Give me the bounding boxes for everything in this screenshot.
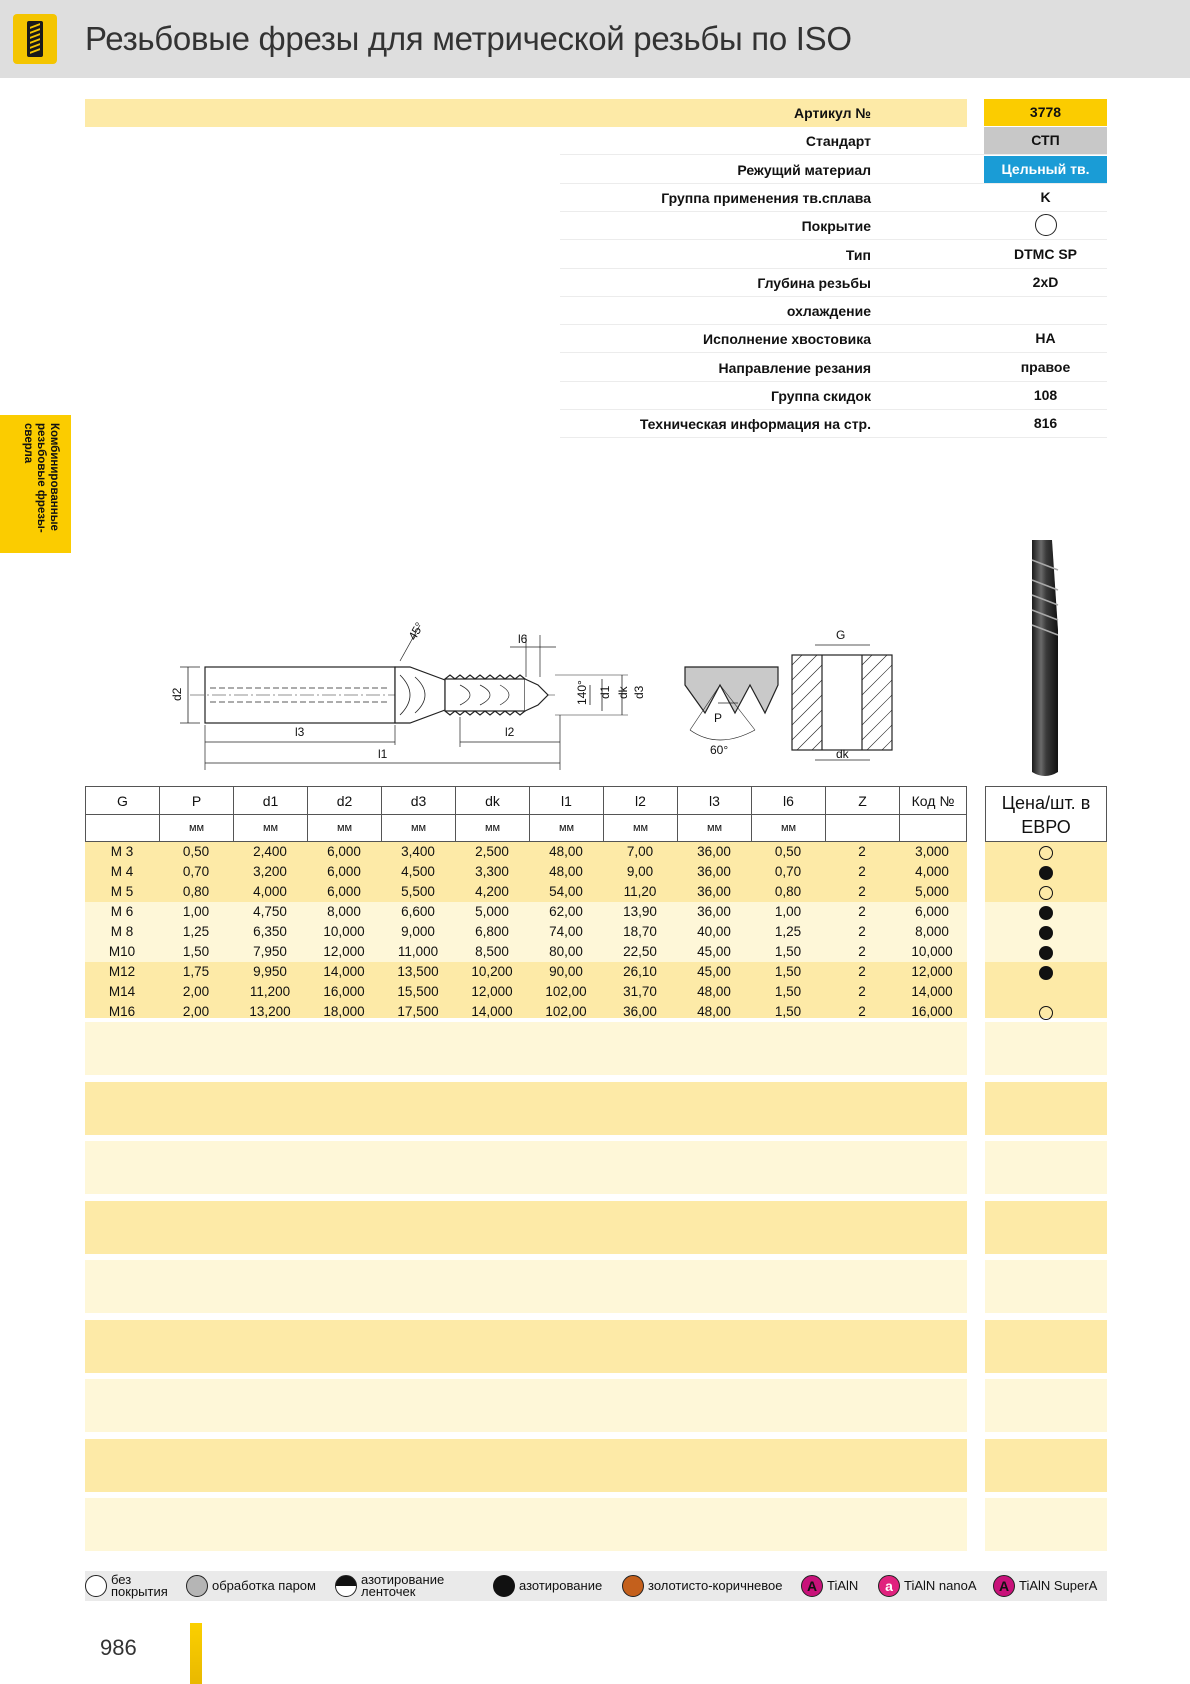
nitride-icon	[493, 1575, 515, 1597]
table-cell: 3,400	[401, 844, 435, 859]
label-45: 45°	[405, 619, 427, 643]
table-row[interactable]	[85, 882, 967, 902]
table-row[interactable]	[85, 982, 967, 1002]
table-cell: 2	[858, 944, 866, 959]
spec-label: Тип	[845, 246, 871, 263]
table-cell: 11,20	[623, 884, 657, 899]
label-G: G	[836, 628, 846, 642]
column-header: l1	[530, 787, 604, 815]
table-cell: 36,00	[697, 864, 731, 879]
table-cell: M 8	[110, 924, 134, 939]
tialn-super-icon: A	[993, 1575, 1015, 1597]
table-row[interactable]	[85, 902, 967, 922]
table-row[interactable]	[85, 922, 967, 942]
table-cell: 9,950	[253, 964, 287, 979]
availability-cell	[985, 842, 1107, 862]
availability-cell	[985, 1002, 1107, 1022]
row-group-band	[85, 1498, 967, 1551]
unit-cell: мм	[308, 815, 382, 842]
stock-open-dot-icon	[1039, 846, 1053, 860]
table-row[interactable]	[85, 1002, 967, 1022]
table-cell: 22,50	[623, 944, 657, 959]
tool-photo	[1010, 540, 1080, 780]
table-cell: 8,000	[915, 924, 949, 939]
spec-row	[560, 241, 1107, 269]
availability-cell	[985, 882, 1107, 902]
table-cell: M 5	[110, 884, 134, 899]
steam-treatment-icon	[186, 1575, 208, 1597]
table-cell: 2	[858, 904, 866, 919]
spec-label: Глубина резьбы	[757, 274, 871, 291]
spec-label: Артикул №	[794, 105, 871, 121]
table-cell: 13,200	[249, 1004, 291, 1019]
unit-cell: мм	[604, 815, 678, 842]
spec-row	[560, 410, 1107, 438]
legend-steam: обработка паром	[186, 1571, 316, 1601]
column-header: d3	[382, 787, 456, 815]
table-cell: 2	[858, 964, 866, 979]
spec-row	[560, 382, 1107, 410]
table-cell: 1,50	[774, 1004, 802, 1019]
unit-cell: мм	[678, 815, 752, 842]
table-cell: 13,90	[623, 904, 657, 919]
price-group-band	[985, 1082, 1107, 1135]
tool-dimension-drawing	[160, 605, 1060, 770]
column-header: d1	[234, 787, 308, 815]
row-group-band	[85, 1201, 967, 1254]
table-cell: 11,000	[397, 944, 439, 959]
availability-cell	[985, 982, 1107, 1002]
price-group-band	[985, 1022, 1107, 1075]
table-cell: 1,00	[774, 904, 802, 919]
table-cell: 62,00	[549, 904, 583, 919]
table-cell: 10,000	[323, 924, 365, 939]
price-group-band	[985, 1260, 1107, 1313]
table-cell: 0,80	[774, 884, 802, 899]
spec-row	[560, 354, 1107, 382]
spec-value: Цельный тв.	[984, 156, 1107, 183]
label-l3: l3	[295, 725, 305, 739]
table-cell: 2	[858, 1004, 866, 1019]
label-d3: d3	[632, 685, 646, 699]
table-cell: 9,000	[401, 924, 435, 939]
page-title: Резьбовые фрезы для метрической резьбы по ISO	[85, 20, 852, 57]
table-cell: M10	[108, 944, 136, 959]
spec-row	[560, 325, 1107, 353]
table-cell: 4,000	[915, 864, 949, 879]
table-cell: 80,00	[549, 944, 583, 959]
spec-row	[560, 127, 1107, 155]
availability-cell	[985, 942, 1107, 962]
table-cell: 0,50	[774, 844, 802, 859]
label-dk: dk	[616, 686, 630, 699]
table-cell: 4,500	[401, 864, 435, 879]
legend-nitride: азотирование	[493, 1571, 602, 1601]
table-cell: 0,50	[182, 844, 210, 859]
table-header	[85, 786, 967, 842]
stock-filled-dot-icon	[1039, 966, 1053, 980]
price-group-band	[985, 1439, 1107, 1492]
table-cell: 8,000	[327, 904, 361, 919]
spec-value: K	[1040, 188, 1051, 205]
stock-filled-dot-icon	[1039, 906, 1053, 920]
table-cell: 5,000	[475, 904, 509, 919]
spec-row	[560, 269, 1107, 297]
table-cell: 6,600	[401, 904, 435, 919]
table-cell: 40,00	[697, 924, 731, 939]
spec-value: правое	[1020, 358, 1071, 375]
label-dk-hole: dk	[836, 747, 849, 761]
table-cell: 36,00	[697, 884, 731, 899]
column-header: dk	[456, 787, 530, 815]
table-cell: 1,50	[774, 984, 802, 999]
table-cell: 48,00	[549, 864, 583, 879]
table-cell: 9,00	[626, 864, 654, 879]
spec-value	[984, 212, 1107, 239]
table-cell: 2	[858, 864, 866, 879]
table-cell: 11,200	[249, 984, 291, 999]
table-cell: 6,000	[327, 884, 361, 899]
availability-cell	[985, 862, 1107, 882]
column-header: Код №	[911, 793, 955, 809]
table-cell: 90,00	[549, 964, 583, 979]
table-cell: 3,200	[253, 864, 287, 879]
spec-row	[560, 156, 1107, 184]
table-cell: 48,00	[697, 984, 731, 999]
price-group-band	[985, 1379, 1107, 1432]
table-cell: M16	[108, 1004, 136, 1019]
table-cell: 6,000	[327, 864, 361, 879]
stock-open-dot-icon	[1039, 886, 1053, 900]
tialn-nano-icon: a	[878, 1575, 900, 1597]
spec-label: Стандарт	[805, 133, 871, 150]
table-cell: 1,75	[182, 964, 210, 979]
table-cell: 18,70	[623, 924, 657, 939]
stock-filled-dot-icon	[1039, 866, 1053, 880]
table-cell: 12,000	[323, 944, 365, 959]
no-coating-icon	[1035, 214, 1057, 236]
spec-value: 108	[1033, 387, 1058, 403]
column-header: d2	[308, 787, 382, 815]
label-d2: d2	[170, 687, 184, 701]
spec-row	[560, 212, 1107, 240]
table-cell: 31,70	[623, 984, 657, 999]
table-cell: 2	[858, 924, 866, 939]
legend-no-coating: без покрытия	[85, 1571, 171, 1601]
table-cell: 5,000	[915, 884, 949, 899]
table-cell: 18,000	[323, 1004, 365, 1019]
legend-tialn-super: A TiAlN SuperA	[993, 1571, 1097, 1601]
table-cell: 6,800	[475, 924, 509, 939]
table-cell: 12,000	[911, 964, 953, 979]
column-header: P	[160, 787, 234, 815]
table-cell: 15,500	[397, 984, 439, 999]
spec-row	[560, 99, 1107, 127]
page-number: 986	[100, 1635, 137, 1660]
table-cell: 2	[858, 884, 866, 899]
unit-cell	[826, 815, 900, 842]
legend-tialn-nano: a TiAlN nanoA	[878, 1571, 977, 1601]
table-cell: M14	[108, 984, 136, 999]
table-row[interactable]	[85, 862, 967, 882]
spec-value: 3778	[984, 99, 1107, 126]
table-cell: 10,200	[471, 964, 513, 979]
stock-filled-dot-icon	[1039, 946, 1053, 960]
spec-value: СТП	[984, 127, 1107, 154]
spec-label: Группа скидок	[771, 388, 871, 404]
table-cell: 1,50	[774, 944, 802, 959]
availability-cell	[985, 922, 1107, 942]
row-group-band	[85, 1379, 967, 1432]
table-cell: 74,00	[549, 924, 583, 939]
table-cell: 1,25	[182, 924, 210, 939]
column-header: Z	[826, 787, 900, 815]
table-cell: 3,000	[915, 844, 949, 859]
spec-label: Исполнение хвостовика	[703, 331, 871, 348]
table-cell: 5,500	[401, 884, 435, 899]
table-cell: M 6	[110, 904, 134, 919]
column-header: l3	[678, 787, 752, 815]
tialn-icon: A	[801, 1575, 823, 1597]
side-section-tab[interactable]	[0, 415, 71, 553]
half-nitride-icon	[335, 1575, 357, 1597]
label-60: 60°	[710, 743, 729, 757]
unit-cell: мм	[160, 815, 234, 842]
table-cell: 0,70	[774, 864, 802, 879]
coating-legend	[85, 1571, 1107, 1601]
table-cell: M 3	[110, 844, 134, 859]
table-row[interactable]	[85, 962, 967, 982]
table-cell: 8,500	[475, 944, 509, 959]
table-cell: 14,000	[323, 964, 365, 979]
unit-cell: мм	[234, 815, 308, 842]
spec-row	[560, 297, 1107, 325]
spec-label: Группа применения тв.сплава	[661, 189, 871, 206]
table-cell: 48,00	[697, 1004, 731, 1019]
table-cell: 6,000	[915, 904, 949, 919]
spec-label: Техническая информация на стр.	[639, 416, 871, 433]
table-cell: 4,000	[253, 884, 287, 899]
spec-label: Направление резания	[718, 359, 871, 376]
label-140: 140°	[575, 680, 589, 705]
column-header: l6	[752, 787, 826, 815]
unit-cell	[900, 815, 966, 842]
no-coating-icon	[85, 1575, 107, 1597]
table-cell: 48,00	[549, 844, 583, 859]
gold-coating-icon	[622, 1575, 644, 1597]
row-group-band	[85, 1320, 967, 1373]
price-header: Цена/шт. в ЕВРО	[985, 786, 1107, 842]
stock-open-dot-icon	[1039, 1006, 1053, 1020]
side-tab-text: Комбинированные резьбовые фрезы-сверла	[22, 423, 60, 533]
table-cell: 7,00	[626, 844, 654, 859]
row-group-band	[85, 1141, 967, 1194]
table-cell: 16,000	[911, 1004, 953, 1019]
unit-cell: мм	[456, 815, 530, 842]
table-cell: M12	[108, 964, 136, 979]
page-accent-bar	[190, 1623, 202, 1684]
price-group-band	[985, 1498, 1107, 1551]
row-group-band	[85, 1022, 967, 1075]
price-group-band	[985, 1201, 1107, 1254]
spec-value: 816	[1033, 415, 1058, 432]
table-cell: 26,10	[623, 964, 657, 979]
legend-half-nitride: азотирование ленточек	[335, 1571, 461, 1601]
table-cell: M 4	[110, 864, 134, 879]
spec-value: DTMC SP	[1014, 245, 1077, 262]
unit-cell: мм	[382, 815, 456, 842]
unit-cell: мм	[530, 815, 604, 842]
table-cell: 6,000	[327, 844, 361, 859]
column-header: G	[86, 787, 160, 815]
table-cell: 2,500	[475, 844, 509, 859]
spec-label: охлаждение	[786, 303, 871, 320]
row-group-band	[85, 1082, 967, 1135]
table-cell: 10,000	[911, 944, 953, 959]
label-l1: l1	[378, 747, 388, 761]
table-cell: 45,00	[697, 964, 731, 979]
table-cell: 36,00	[697, 904, 731, 919]
unit-cell: мм	[752, 815, 826, 842]
table-cell: 102,00	[545, 984, 587, 999]
spec-label: Режущий материал	[737, 161, 871, 178]
spec-label: Покрытие	[801, 218, 871, 235]
spec-value: 2xD	[1032, 273, 1059, 290]
table-cell: 16,000	[323, 984, 365, 999]
table-cell: 4,750	[253, 904, 287, 919]
spec-value: HA	[1035, 330, 1056, 347]
label-l2: l2	[505, 725, 515, 739]
table-cell: 1,50	[182, 944, 210, 959]
tap-logo-icon	[13, 14, 57, 64]
table-cell: 2,00	[182, 984, 210, 999]
table-cell: 14,000	[911, 984, 953, 999]
table-cell: 0,70	[182, 864, 210, 879]
price-group-band	[985, 1141, 1107, 1194]
table-cell: 1,25	[774, 924, 802, 939]
table-cell: 0,80	[182, 884, 210, 899]
table-cell: 36,00	[697, 844, 731, 859]
table-cell: 3,300	[475, 864, 509, 879]
column-header: l2	[604, 787, 678, 815]
stock-filled-dot-icon	[1039, 926, 1053, 940]
table-cell: 1,00	[182, 904, 210, 919]
row-group-band	[85, 1439, 967, 1492]
price-group-band	[985, 1320, 1107, 1373]
availability-cell	[985, 962, 1107, 982]
label-P: P	[714, 711, 723, 725]
table-cell: 2	[858, 844, 866, 859]
table-cell: 6,350	[253, 924, 287, 939]
table-cell: 4,200	[475, 884, 509, 899]
spec-value	[984, 297, 1107, 324]
table-cell: 17,500	[397, 1004, 439, 1019]
table-cell: 12,000	[471, 984, 513, 999]
table-cell: 2	[858, 984, 866, 999]
page-header	[0, 0, 1190, 78]
legend-gold: золотисто-коричневое	[622, 1571, 782, 1601]
table-cell: 7,950	[253, 944, 287, 959]
legend-tialn: A TiAlN	[801, 1571, 858, 1601]
unit-cell	[86, 815, 160, 842]
spec-row	[560, 184, 1107, 212]
availability-cell	[985, 902, 1107, 922]
table-cell: 13,500	[397, 964, 439, 979]
table-cell: 102,00	[545, 1004, 587, 1019]
table-row[interactable]	[85, 842, 967, 862]
table-cell: 1,50	[774, 964, 802, 979]
table-cell: 54,00	[549, 884, 583, 899]
table-cell: 45,00	[697, 944, 731, 959]
table-row[interactable]	[85, 942, 967, 962]
table-cell: 36,00	[623, 1004, 657, 1019]
table-cell: 14,000	[471, 1004, 513, 1019]
label-d1: d1	[598, 685, 612, 699]
table-cell: 2,00	[182, 1004, 210, 1019]
table-cell: 2,400	[253, 844, 287, 859]
row-group-band	[85, 1260, 967, 1313]
label-l6: l6	[518, 632, 528, 646]
